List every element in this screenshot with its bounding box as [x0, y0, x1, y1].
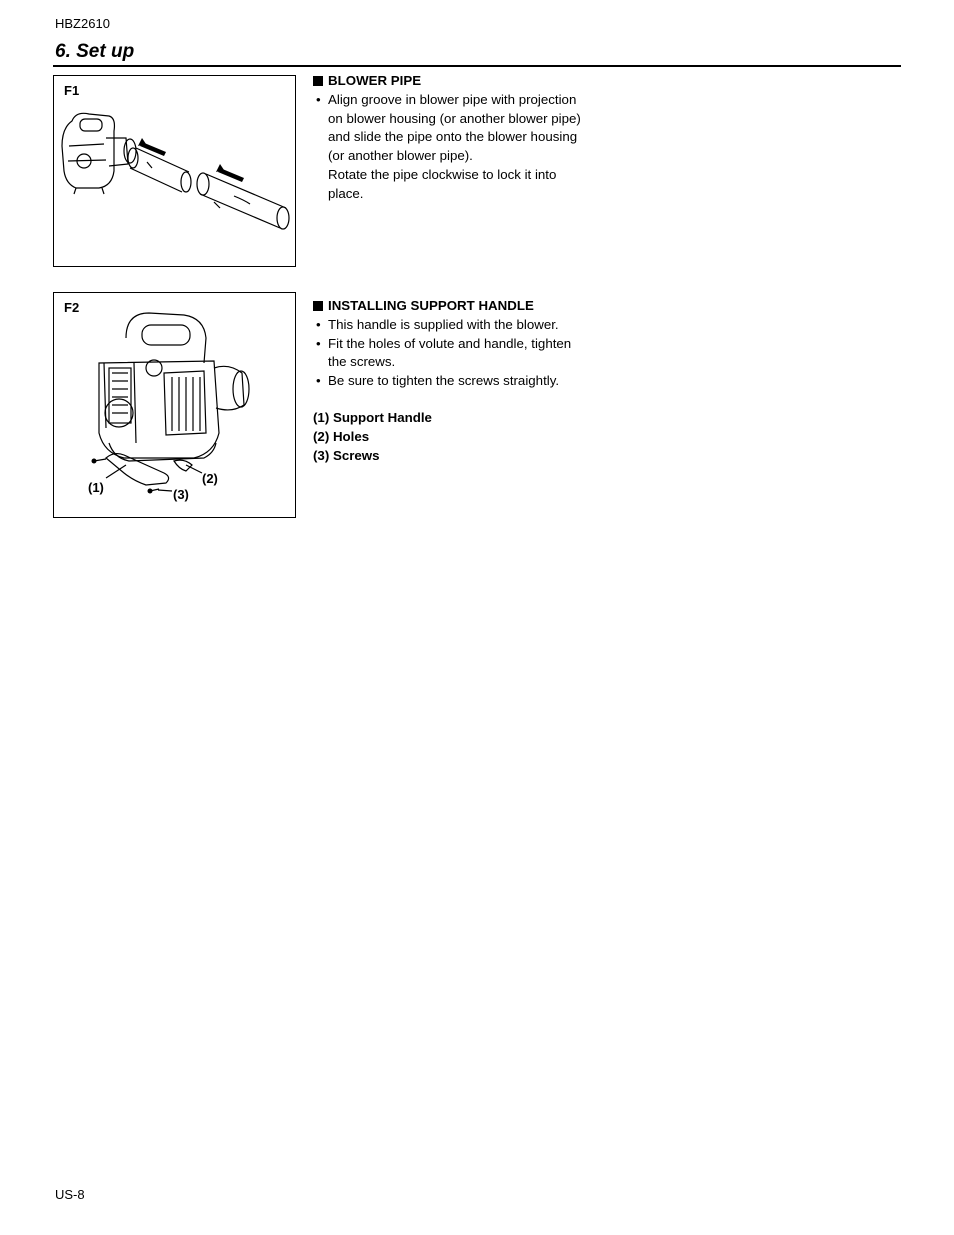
bullet-icon: •	[316, 91, 321, 107]
heading-text: BLOWER PIPE	[328, 73, 422, 88]
callout-screws: (3)	[173, 487, 189, 502]
instruction-text: Be sure to tighten the screws straightly.	[328, 373, 560, 389]
instruction-text: Align groove in blower pipe with projection on blower housing (or another blower pipe) and slide the pipe onto the blower housing (or another blower pipe).	[328, 91, 581, 164]
legend-item: (2) Holes	[313, 428, 370, 444]
parts-legend	[313, 409, 583, 465]
figure-f1	[53, 75, 296, 267]
blower-pipe-heading	[313, 72, 583, 91]
callout-support-handle: (1)	[88, 480, 104, 495]
list-item	[313, 316, 583, 335]
title-rule	[53, 65, 901, 67]
section-title: 6. Set up	[55, 41, 135, 62]
callout-holes: (2)	[202, 471, 218, 486]
figure-label: F1	[64, 83, 80, 98]
bullet-icon: •	[316, 335, 321, 351]
heading-text: INSTALLING SUPPORT HANDLE	[328, 298, 534, 313]
legend-item: (3) Screws	[313, 447, 380, 463]
instruction-note: Rotate the pipe clockwise to lock it into place.	[328, 166, 557, 201]
bullet-icon: •	[316, 373, 321, 389]
instruction-text: This handle is supplied with the blower.	[328, 316, 559, 332]
support-handle-heading	[313, 297, 583, 316]
legend-item: (1) Support Handle	[313, 409, 432, 425]
figure-label: F2	[64, 300, 80, 315]
list-item	[313, 91, 583, 166]
blower-pipe-section	[313, 72, 583, 204]
figure-f2	[53, 292, 296, 518]
instruction-text: Fit the holes of volute and handle, tighten the screws.	[328, 335, 572, 370]
page-number: US-8	[55, 1187, 85, 1202]
support-handle-section	[313, 297, 583, 465]
blower-pipe-illustration	[54, 76, 295, 266]
list-item	[313, 335, 583, 373]
model-number: HBZ2610	[55, 16, 110, 31]
square-bullet-icon	[313, 301, 323, 311]
bullet-icon: •	[316, 316, 321, 332]
square-bullet-icon	[313, 76, 323, 86]
list-item	[313, 372, 583, 391]
